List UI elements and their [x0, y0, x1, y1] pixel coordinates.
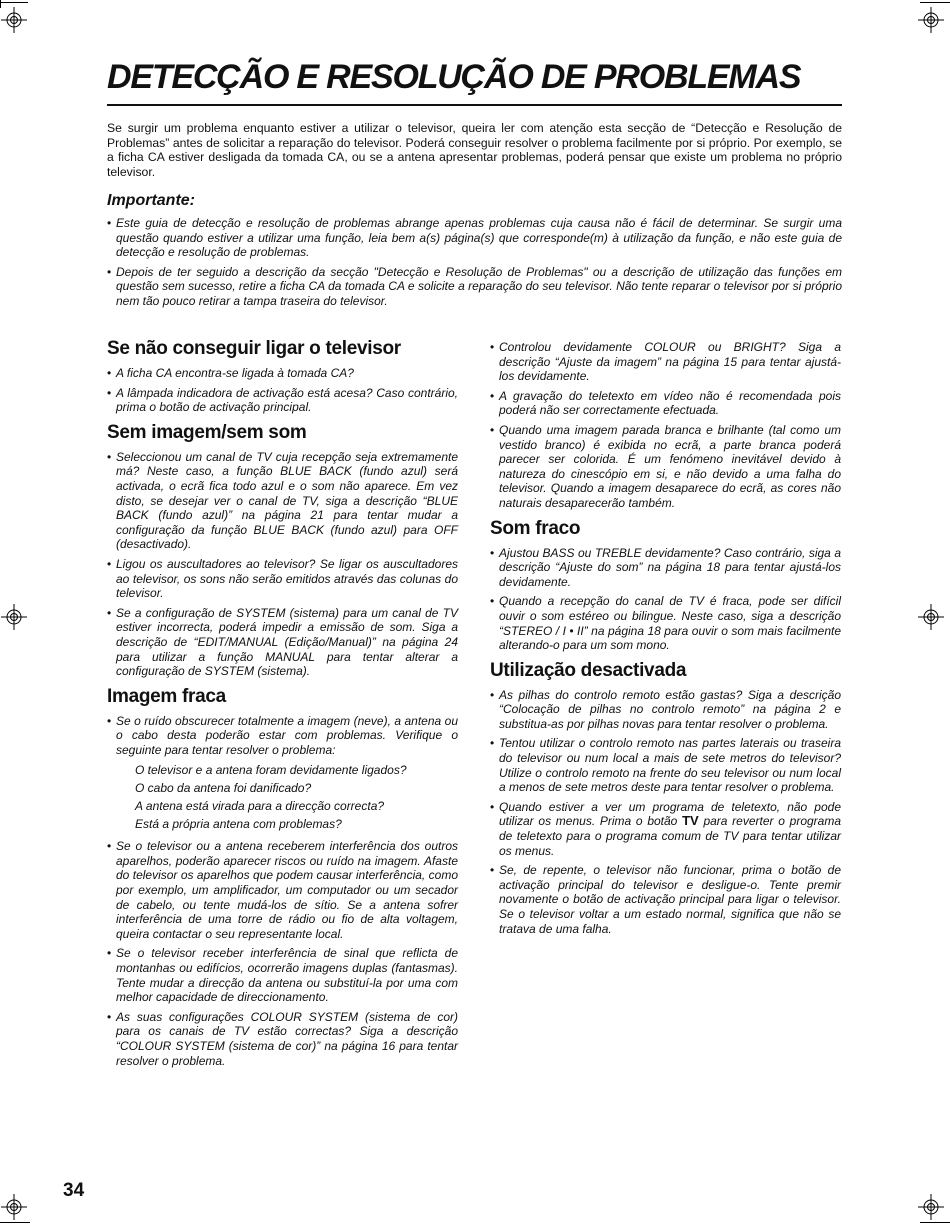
- list-item: • Ligou os auscultadores ao televisor? Se ligar os auscultadores ao televisor, os sons não serão emitidos através das colunas do televisor.: [107, 557, 458, 601]
- page-number: 34: [63, 1180, 85, 1201]
- right-column: [490, 340, 841, 942]
- registration-mark-middle-left: [1, 604, 27, 630]
- list-item: • Se, de repente, o televisor não funcionar, prima o botão de activação principal do televisor e desligue-o. Tente premir novamente o botão de activação principal para ligar o televisor. Se o televisor voltar a um estado normal, significa que não se tratava de uma falha.: [490, 863, 841, 936]
- list-item: • Quando a recepção do canal de TV é fraca, pode ser difícil ouvir o som estéreo ou bilingue. Neste caso, siga a descrição “STEREO / I • II” na página 18 para ouvir o som mais facilmente alterando-o para um som mono.: [490, 594, 841, 652]
- list-item: • A gravação do teletexto em vídeo não é recomendada pois poderá não ser correctamente efectuada.: [490, 389, 841, 418]
- registration-mark-top-right: [918, 7, 944, 33]
- list-item: • Se o televisor ou a antena receberem interferência dos outros aparelhos, poderão aparecer riscos ou ruído na imagem. Afaste do televisor os aparelhos que podem causar interferência, como por exemplo, um amplificador, um computador ou um secador de cabelo, ou tente mudá-los de sítio. Se a antena sofrer interferência de uma torre de rádio ou fio de alta voltagem, queira contactar o seu representante local.: [107, 839, 458, 941]
- list-item: • Seleccionou um canal de TV cuja recepção seja extremamente má? Neste caso, a função BLUE BACK (fundo azul) será activada, o ecrã fica todo azul e o som não aparece. Em vez disto, se desejar ver o canal de TV, siga a descrição “BLUE BACK (fundo azul)” na página 21 para tentar mudar a configuração da função BLUE BACK (fundo azul) para OFF (desactivado).: [107, 450, 458, 552]
- list-item: • Ajustou BASS ou TREBLE devidamente? Caso contrário, siga a descrição “Ajuste do som” na página 18 para tentar ajustá-los devidamente.: [490, 546, 841, 590]
- page-title: DETECÇÃO E RESOLUÇÃO DE PROBLEMAS: [107, 58, 801, 96]
- section-weak-sound: [490, 517, 841, 653]
- section-no-picture: [107, 421, 458, 679]
- registration-mark-top-left: [1, 7, 27, 33]
- list-item: • Se o televisor receber interferência de sinal que reflicta de montanhas ou edifícios, ocorrerão imagens duplas (fantasmas). Tente mudar a direcção da antena ou substituí-la por uma com melhor capacidade de direccionamento.: [107, 946, 458, 1004]
- antenna-checklist: [135, 762, 458, 833]
- section-heading-disabled: Utilização desactivada: [490, 659, 687, 681]
- intro-paragraph: Se surgir um problema enquanto estiver a utilizar o televisor, queira ler com atenção esta secção de “Detecção e Resolução de Problemas” antes de solicitar a reparação do televisor. Poderá conseguir resolver o problema facilmente por si próprio. Por exemplo, se a ficha CA estiver desligada da tomada CA, ou se a antena apresentar problemas, poderá pensar que existe um problema no próprio televisor.: [107, 121, 842, 179]
- important-heading: Importante:: [107, 192, 195, 209]
- tv-button-label: TV: [682, 813, 699, 829]
- list-item: • As pilhas do controlo remoto estão gastas? Siga a descrição “Colocação de pilhas no controlo remoto” na página 2 e substitua-as por pilhas novas para tentar resolver o problema.: [490, 688, 841, 732]
- list-item-teletext: [490, 800, 841, 858]
- crop-line-top-left-h: [0, 2, 28, 3]
- left-column: [107, 337, 458, 1074]
- check-line: O televisor e a antena foram devidamente ligados?: [135, 763, 407, 778]
- section-disabled: [490, 659, 841, 937]
- teletext-text-before: Quando estiver a ver um programa de teletexto, não pode utilizar os menus. Prima o botão: [499, 799, 841, 829]
- section-power: [107, 337, 458, 415]
- title-rule: [107, 104, 842, 106]
- list-item: • Quando uma imagem parada branca e brilhante (tal como um vestido branco) é exibida no ecrã, a parte branca poderá parecer ser colorida. É um fenómeno inevitável devido à natureza do cinescópio em si, e não devido a uma falha do televisor. Quando a imagem desaparece do ecrã, as cores não naturais desaparecerão também.: [490, 423, 841, 511]
- teletext-text-after: para reverter o programa de teletexto para o programa comum de TV para tentar utilizar os menus.: [499, 814, 842, 858]
- list-item: • Tentou utilizar o controlo remoto nas partes laterais ou traseira do televisor ou num local a mais de sete metros do televisor? Utilize o controlo remoto na frente do seu televisor ou num local a menos de sete metros deste para tentar resolver o problema.: [490, 736, 841, 794]
- check-line: O cabo da antena foi danificado?: [135, 781, 312, 796]
- registration-mark-middle-right: [918, 604, 944, 630]
- section-heading-no-picture: Sem imagem/sem som: [107, 421, 307, 443]
- list-item: • A lâmpada indicadora de activação está acesa? Caso contrário, prima o botão de activação principal.: [107, 386, 458, 415]
- registration-mark-bottom-left: [1, 1194, 27, 1220]
- registration-mark-bottom-right: [918, 1194, 944, 1220]
- list-item: • Controlou devidamente COLOUR ou BRIGHT? Siga a descrição “Ajuste da imagem” na página 15 para tentar ajustá-los devidamente.: [490, 340, 841, 384]
- crop-line-top-right: [920, 2, 950, 3]
- crop-line-bottom-left: [0, 1222, 30, 1223]
- section-weak-picture: [107, 685, 458, 1069]
- important-item: • Este guia de detecção e resolução de problemas abrange apenas problemas cuja causa não é fácil de determinar. Se surgir uma questão quando estiver a utilizar uma função, leia bem a(s) página(s) que corresponde(m) à utilização da função, e não este guia de detecção e resolução de problemas.: [107, 216, 842, 260]
- list-item: • Se o ruído obscurecer totalmente a imagem (neve), a antena ou o cabo desta poderão estar com problemas. Verifique o seguinte para tentar resolver o problema:: [107, 714, 458, 758]
- important-list: [107, 216, 842, 314]
- crop-line-bottom-right: [920, 1222, 950, 1223]
- section-heading-weak-sound: Som fraco: [490, 517, 581, 539]
- check-line: Está a própria antena com problemas?: [135, 816, 342, 831]
- list-item: • A ficha CA encontra-se ligada à tomada CA?: [107, 366, 458, 381]
- section-heading-weak-picture: Imagem fraca: [107, 685, 226, 707]
- section-weak-picture-continued: [490, 340, 841, 511]
- section-heading-power: Se não conseguir ligar o televisor: [107, 338, 401, 359]
- important-item: • Depois de ter seguido a descrição da secção "Detecção e Resolução de Problemas" ou a descrição de utilização das funções em questão sem sucesso, retire a ficha CA da tomada CA e solicite a reparação do seu televisor. Não tente reparar o televisor por si próprio nem tão pouco retirar a tampa traseira do televisor.: [107, 265, 842, 309]
- list-item: • Se a configuração de SYSTEM (sistema) para um canal de TV estiver incorrecta, poderá impedir a emissão de som. Siga a descrição de “EDIT/MANUAL (Edição/Manual)” na página 24 para utilizar a função MANUAL para tentar alterar a configuração de SYSTEM (sistema).: [107, 606, 458, 679]
- check-line: A antena está virada para a direcção correcta?: [135, 798, 385, 813]
- list-item: • As suas configurações COLOUR SYSTEM (sistema de cor) para os canais de TV estão correctas? Siga a descrição “COLOUR SYSTEM (sistema de cor)” na página 16 para tentar resolver o problema.: [107, 1010, 458, 1068]
